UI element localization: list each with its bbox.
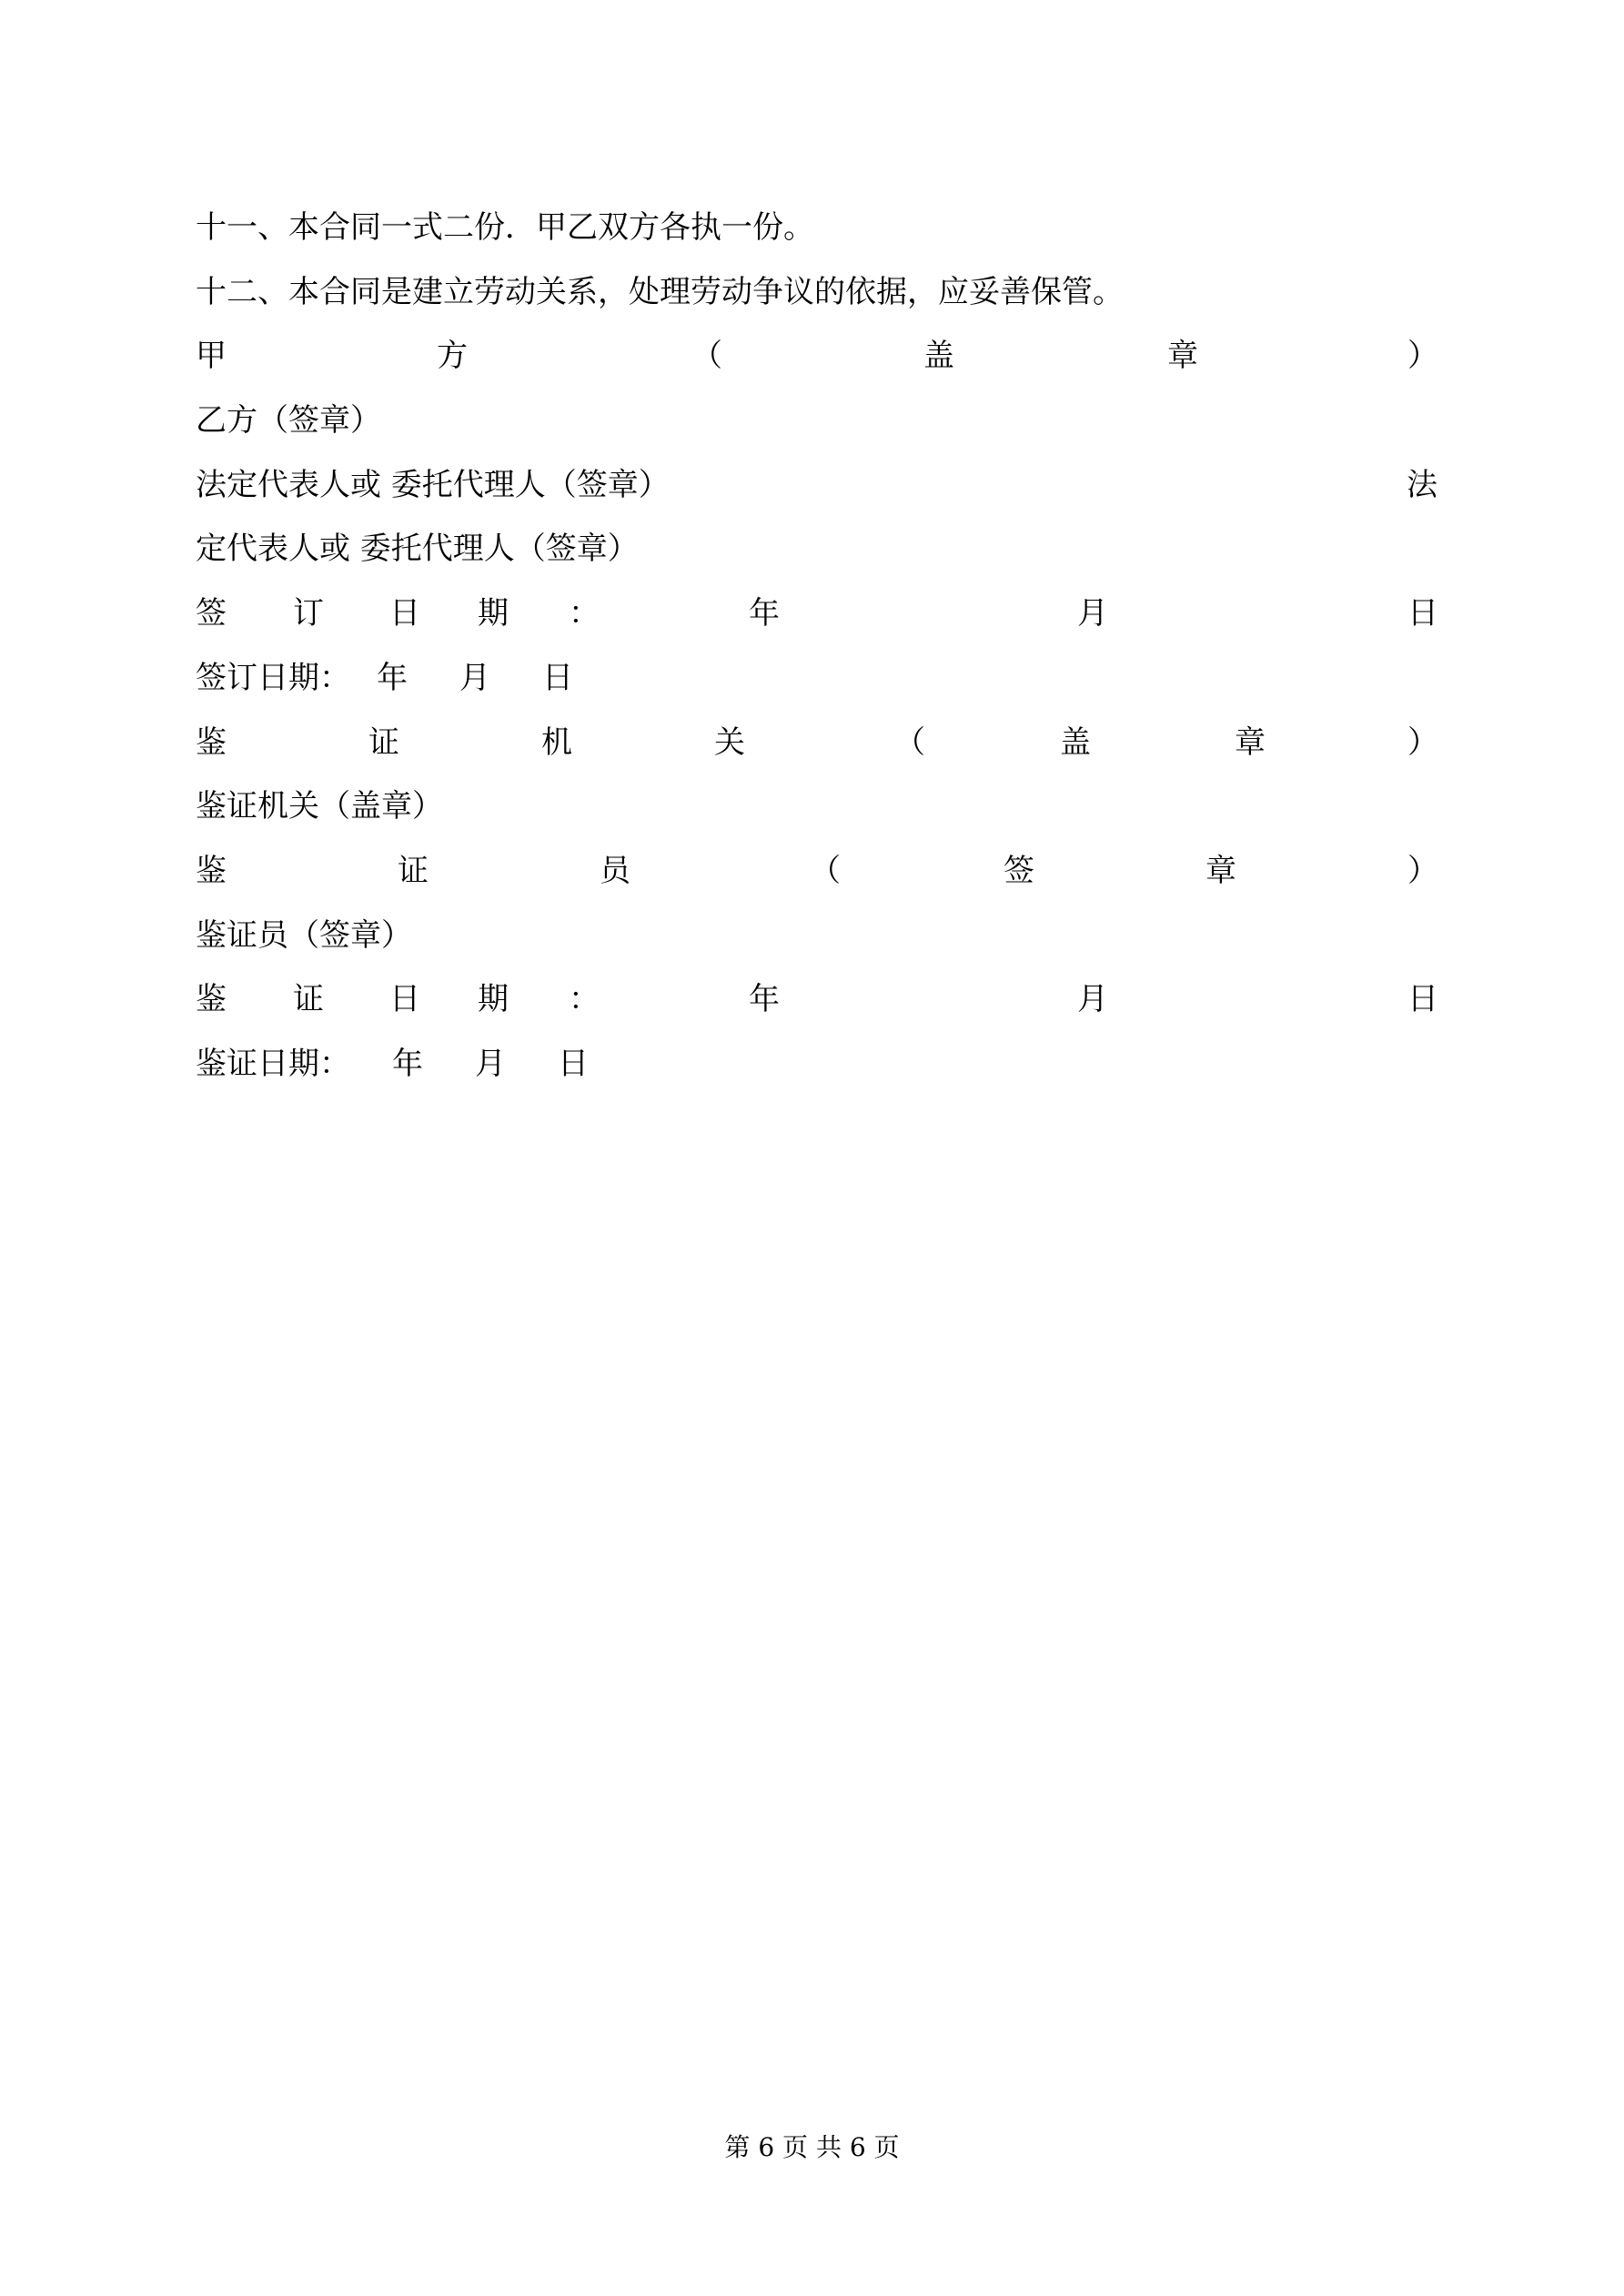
verifier-seal-spread [196,848,1437,894]
verification-char-1: 鉴 [196,981,227,1017]
party-a-char-2: 方 [437,338,468,374]
signing-char-2: 订 [293,595,324,632]
legal-rep-line [196,462,1437,508]
verifier-char-2: 证 [398,853,429,889]
verification-date [196,1041,1437,1087]
signing-date-year: 年 [377,660,408,696]
authority-paren-open: （ [894,724,925,761]
authority-char-2: 证 [368,724,399,761]
party-a-seal-char-2: 章 [1167,338,1198,374]
verification-char-4: 期 [478,981,509,1017]
signing-date [196,655,1437,701]
party-a-seal-char-1: 盖 [923,338,954,374]
signing-date-day: 日 [542,660,573,696]
party-a-char-1: 甲 [196,338,227,374]
signing-char-4: 期 [478,595,509,632]
signing-date-spread [196,591,1437,636]
authority-char-4: 关 [714,724,745,761]
party-a-paren-open: （ [691,338,722,374]
verification-day: 日 [1407,981,1438,1017]
party-b-signature: 乙方（签章） [196,402,381,439]
signing-day: 日 [1407,595,1438,632]
verification-date-day: 日 [558,1046,589,1082]
page-number-footer: 第 6 页 共 6 页 [724,2132,900,2162]
verification-date-month: 月 [475,1046,506,1082]
clause-twelve: 十二、本合同是建立劳动关系，处理劳动争议的依据，应妥善保管。 [196,274,1124,310]
signing-char-3: 日 [389,595,420,632]
signing-year: 年 [749,595,780,632]
verification-date-label: 鉴证日期： [196,1046,350,1082]
authority-char-1: 鉴 [196,724,227,761]
authority-seal-char-1: 盖 [1060,724,1091,761]
signing-colon: ： [569,595,600,632]
verification-colon: ： [569,981,600,1017]
party-a-paren-close: ） [1407,338,1438,374]
verifier-char-3: 员 [600,853,630,889]
verification-month: 月 [1077,981,1108,1017]
authority-seal-spread [196,720,1437,765]
verification-date-year: 年 [392,1046,423,1082]
verifier-sign-char-2: 章 [1205,853,1236,889]
authority-seal-char-2: 章 [1235,724,1266,761]
authority-paren-close: ） [1407,724,1438,761]
signing-month: 月 [1077,595,1108,632]
verification-year: 年 [749,981,780,1017]
verifier-paren-close: ） [1407,853,1438,889]
signing-date-month: 月 [459,660,490,696]
legal-rep-wrap-char: 法 [1407,467,1437,503]
verifier-sign-char-1: 签 [1004,853,1034,889]
authority-char-3: 机 [541,724,572,761]
party-a-seal-line [196,333,1437,379]
verifier-paren-open: （ [810,853,841,889]
verifier-char-1: 鉴 [196,853,227,889]
verifier-seal: 鉴证员（签章） [196,917,412,954]
authority-seal: 鉴证机关（盖章） [196,788,443,824]
clause-eleven: 十一、本合同一式二份．甲乙双方各执一份。 [196,209,814,246]
verification-char-2: 证 [293,981,324,1017]
signing-char-1: 签 [196,595,227,632]
signing-date-label: 签订日期： [196,660,350,696]
verification-date-spread [196,976,1437,1022]
verification-char-3: 日 [389,981,420,1017]
legal-rep-text: 法定代表人或 委托代理人（签章） [196,467,670,503]
legal-rep-continued: 定代表人或 委托代理人（签章） [196,531,639,567]
